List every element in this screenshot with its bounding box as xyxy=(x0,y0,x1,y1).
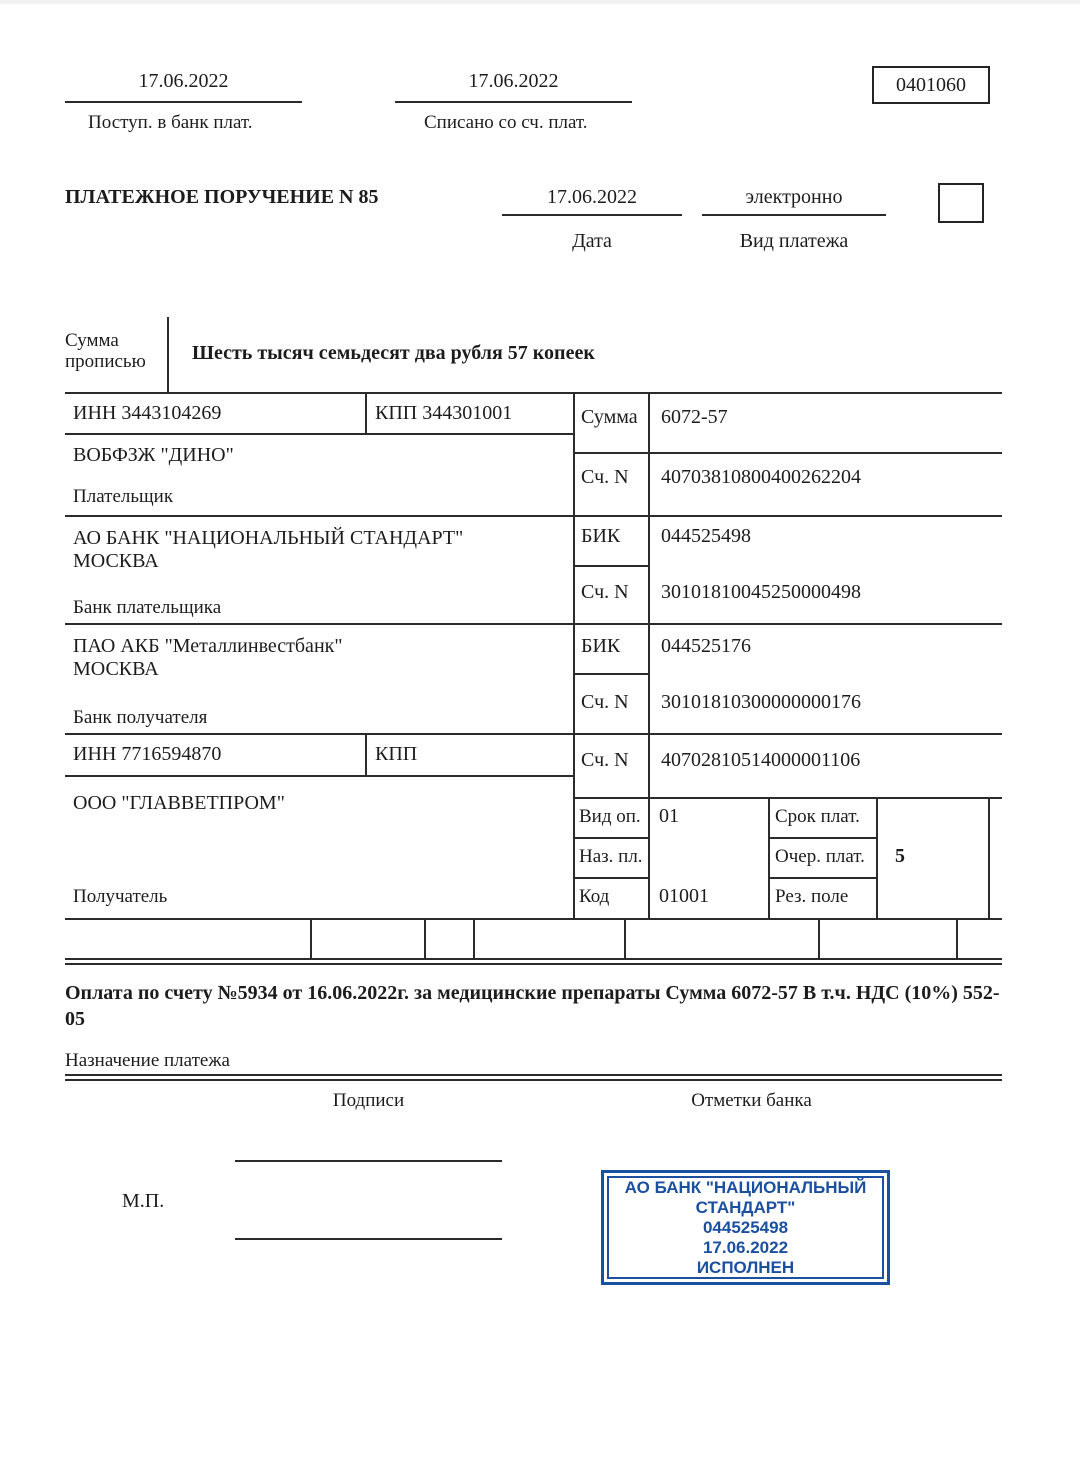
line xyxy=(167,317,169,392)
payer-bank-bik-value: 044525498 xyxy=(661,525,751,547)
ocher-plat-label: Очер. плат. xyxy=(775,846,865,867)
vid-op-label: Вид оп. xyxy=(579,806,641,827)
bank-stamp xyxy=(601,1170,890,1285)
debited-from-account-date: 17.06.2022 xyxy=(468,70,559,92)
payer-bank-account-value: 30101810045250000498 xyxy=(661,581,861,603)
line xyxy=(956,920,958,958)
payee-bank-bik-label: БИК xyxy=(581,635,621,657)
payee-account-value: 40702810514000001106 xyxy=(661,749,861,771)
payer-name: ВОБФЗЖ "ДИНО" xyxy=(73,444,234,466)
ocher-plat-value: 5 xyxy=(895,845,905,867)
line xyxy=(65,963,1002,965)
line xyxy=(573,392,575,920)
naz-pl-label: Наз. пл. xyxy=(579,846,643,867)
payee-bank-account-value: 30101810300000000176 xyxy=(661,691,861,713)
kod-value: 01001 xyxy=(659,885,709,907)
payee-bank-city: МОСКВА xyxy=(73,658,159,680)
payer-kpp: КПП 344301001 xyxy=(375,402,513,424)
line xyxy=(65,433,575,435)
line xyxy=(768,797,770,920)
line xyxy=(365,733,367,777)
line xyxy=(65,101,302,103)
line xyxy=(65,775,575,777)
payee-bank-bik-value: 044525176 xyxy=(661,635,751,657)
signature-line xyxy=(235,1160,502,1162)
bank-marks-label: Отметки банка xyxy=(691,1090,812,1111)
amount-in-words-value: Шесть тысяч семьдесят два рубля 57 копеек xyxy=(192,342,595,364)
payer-inn: ИНН 3443104269 xyxy=(73,402,222,424)
line xyxy=(65,958,1002,960)
stamp-status: ИСПОЛНЕН xyxy=(696,1257,795,1277)
stamp-date: 17.06.2022 xyxy=(702,1237,789,1257)
payee-kpp: КПП xyxy=(375,743,418,765)
line xyxy=(65,515,1002,517)
line xyxy=(573,673,650,675)
payee-name: ООО "ГЛАВВЕТПРОМ" xyxy=(73,792,285,814)
line xyxy=(573,797,1002,799)
bank-stamp-inner xyxy=(607,1176,884,1279)
payer-label: Плательщик xyxy=(73,486,174,507)
received-in-bank-date: 17.06.2022 xyxy=(138,70,229,92)
payment-kind-label: Вид платежа xyxy=(739,230,849,252)
line xyxy=(65,918,1002,920)
line xyxy=(988,797,990,920)
payer-bank-label: Банк плательщика xyxy=(73,597,222,618)
line xyxy=(365,392,367,435)
line xyxy=(573,877,650,879)
signatures-label: Подписи xyxy=(332,1090,405,1111)
form-code-box: 0401060 xyxy=(872,66,990,104)
line xyxy=(702,214,886,216)
status-checkbox xyxy=(938,183,984,223)
signature-line xyxy=(235,1238,502,1240)
line xyxy=(65,733,1002,735)
payer-bank-city: МОСКВА xyxy=(73,550,159,572)
requisites-table xyxy=(65,392,1005,972)
payment-purpose-label: Назначение платежа xyxy=(65,1050,230,1071)
line xyxy=(768,837,878,839)
amount-label: Сумма xyxy=(581,406,638,428)
line xyxy=(502,214,682,216)
mp-seal-label: М.П. xyxy=(122,1190,165,1212)
debited-from-account-label: Списано со сч. плат. xyxy=(424,112,588,133)
payee-label: Получатель xyxy=(73,886,168,907)
line xyxy=(573,452,1002,454)
payee-bank-name: ПАО АКБ "Металлинвестбанк" xyxy=(73,635,343,657)
line xyxy=(818,920,820,958)
line xyxy=(473,920,475,958)
amount-value: 6072-57 xyxy=(661,406,728,428)
line xyxy=(624,920,626,958)
payment-purpose-text: Оплата по счету №5934 от 16.06.2022г. за медицинские препараты Сумма 6072-57 В т.ч. НДС (10%) 552-05 xyxy=(65,982,1000,1030)
kod-label: Код xyxy=(579,886,610,907)
line xyxy=(310,920,312,958)
line xyxy=(65,392,1002,394)
payee-inn: ИНН 7716594870 xyxy=(73,743,222,765)
document-title: ПЛАТЕЖНОЕ ПОРУЧЕНИЕ N 85 xyxy=(65,186,379,208)
received-in-bank-label: Поступ. в банк плат. xyxy=(88,112,253,133)
stamp-bank-name: АО БАНК "НАЦИОНАЛЬНЫЙ СТАНДАРТ" xyxy=(624,1177,867,1217)
document-date-value: 17.06.2022 xyxy=(547,186,637,208)
line xyxy=(424,920,426,958)
srok-plat-label: Срок плат. xyxy=(775,806,860,827)
payer-bank-bik-label: БИК xyxy=(581,525,621,547)
payer-bank-account-label: Сч. N xyxy=(581,581,629,603)
line xyxy=(65,623,1002,625)
line xyxy=(648,392,650,920)
vid-op-value: 01 xyxy=(659,805,679,827)
payer-account-value: 40703810800400262204 xyxy=(661,466,861,488)
line xyxy=(573,565,650,567)
line xyxy=(768,877,878,879)
payer-bank-name: АО БАНК "НАЦИОНАЛЬНЫЙ СТАНДАРТ" xyxy=(73,527,464,549)
rez-pole-label: Рез. поле xyxy=(775,886,849,907)
stamp-bik: 044525498 xyxy=(702,1217,789,1237)
payee-bank-account-label: Сч. N xyxy=(581,691,629,713)
document-date-label: Дата xyxy=(572,230,612,252)
line xyxy=(573,837,650,839)
amount-in-words-label: Сумма прописью xyxy=(65,330,146,372)
line xyxy=(395,101,632,103)
payer-account-label: Сч. N xyxy=(581,466,629,488)
payment-kind-value: электронно xyxy=(745,186,843,208)
payee-bank-label: Банк получателя xyxy=(73,707,208,728)
line xyxy=(65,1074,1002,1081)
payee-account-label: Сч. N xyxy=(581,749,629,771)
line xyxy=(876,797,878,920)
